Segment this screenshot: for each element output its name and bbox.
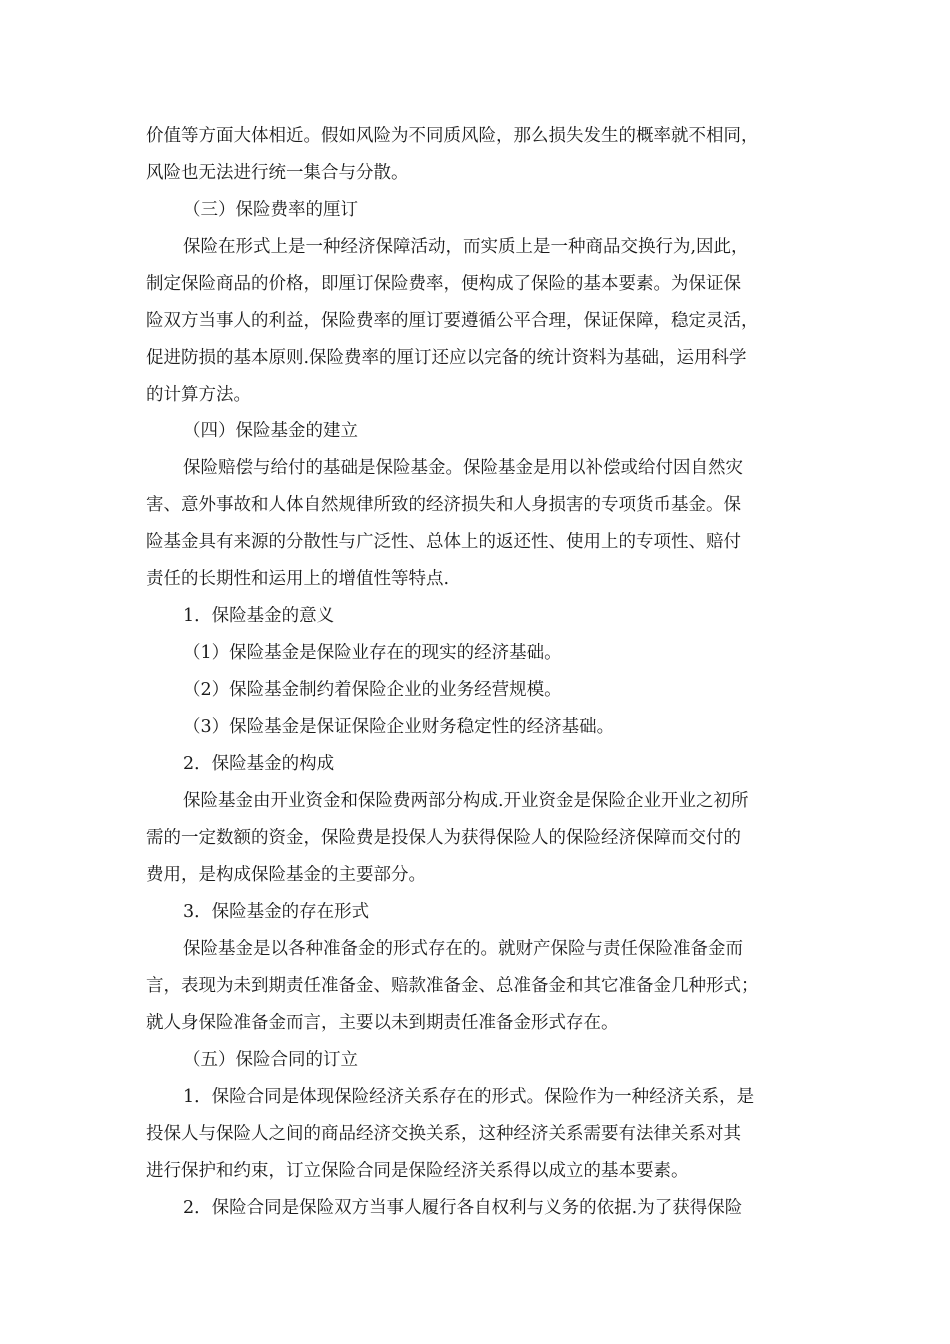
paragraph-line: 2．保险合同是保险双方当事人履行各自权利与义务的依据.为了获得保险: [183, 1198, 743, 1218]
paragraph-line: 投保人与保险人之间的商品经济交换关系，这种经济关系需要有法律关系对其: [146, 1124, 741, 1144]
list-item: （1）保险基金是保险业存在的现实的经济基础。: [183, 643, 562, 663]
section-heading: （三）保险费率的厘订: [183, 200, 358, 220]
paragraph-line: 保险基金是以各种准备金的形式存在的。就财产保险与责任保险准备金而: [183, 939, 743, 959]
paragraph-line: 价值等方面大体相近。假如风险为不同质风险，那么损失发生的概率就不相同，: [146, 126, 759, 146]
paragraph-line: 言，表现为未到期责任准备金、赔款准备金、总准备金和其它准备金几种形式；: [146, 976, 759, 996]
paragraph-line: 费用，是构成保险基金的主要部分。: [146, 865, 426, 885]
paragraph-line: 风险也无法进行统一集合与分散。: [146, 163, 409, 183]
paragraph-line: 险双方当事人的利益，保险费率的厘订要遵循公平合理，保证保障，稳定灵活，: [146, 311, 759, 331]
list-item: （3）保险基金是保证保险企业财务稳定性的经济基础。: [183, 717, 615, 737]
paragraph-line: 制定保险商品的价格，即厘订保险费率，便构成了保险的基本要素。为保证保: [146, 274, 741, 294]
paragraph-line: 险基金具有来源的分散性与广泛性、总体上的返还性、使用上的专项性、赔付: [146, 532, 741, 552]
paragraph-line: 保险基金由开业资金和保险费两部分构成.开业资金是保险企业开业之初所: [183, 791, 749, 811]
paragraph-line: 保险在形式上是一种经济保障活动，而实质上是一种商品交换行为,因此，: [183, 237, 749, 257]
paragraph-line: 就人身保险准备金而言，主要以未到期责任准备金形式存在。: [146, 1013, 619, 1033]
paragraph-line: 1．保险合同是体现保险经济关系存在的形式。保险作为一种经济关系，是: [183, 1087, 755, 1107]
paragraph-line: 责任的长期性和运用上的增值性等特点.: [146, 569, 450, 589]
paragraph-line: 的计算方法。: [146, 385, 251, 405]
paragraph-line: 促进防损的基本原则.保险费率的厘订还应以完备的统计资料为基础，运用科学: [146, 348, 747, 368]
list-item: （2）保险基金制约着保险企业的业务经营规模。: [183, 680, 562, 700]
paragraph-line: 进行保护和约束，订立保险合同是保险经济关系得以成立的基本要素。: [146, 1161, 689, 1181]
paragraph-line: 需的一定数额的资金，保险费是投保人为获得保险人的保险经济保障而交付的: [146, 828, 741, 848]
section-heading: （五）保险合同的订立: [183, 1050, 358, 1070]
paragraph-line: 害、意外事故和人体自然规律所致的经济损失和人身损害的专项货币基金。保: [146, 495, 741, 515]
paragraph-line: 保险赔偿与给付的基础是保险基金。保险基金是用以补偿或给付因自然灾: [183, 458, 743, 478]
section-heading: （四）保险基金的建立: [183, 421, 358, 441]
subsection-heading: 1．保险基金的意义: [183, 606, 335, 626]
subsection-heading: 2．保险基金的构成: [183, 754, 335, 774]
subsection-heading: 3．保险基金的存在形式: [183, 902, 370, 922]
